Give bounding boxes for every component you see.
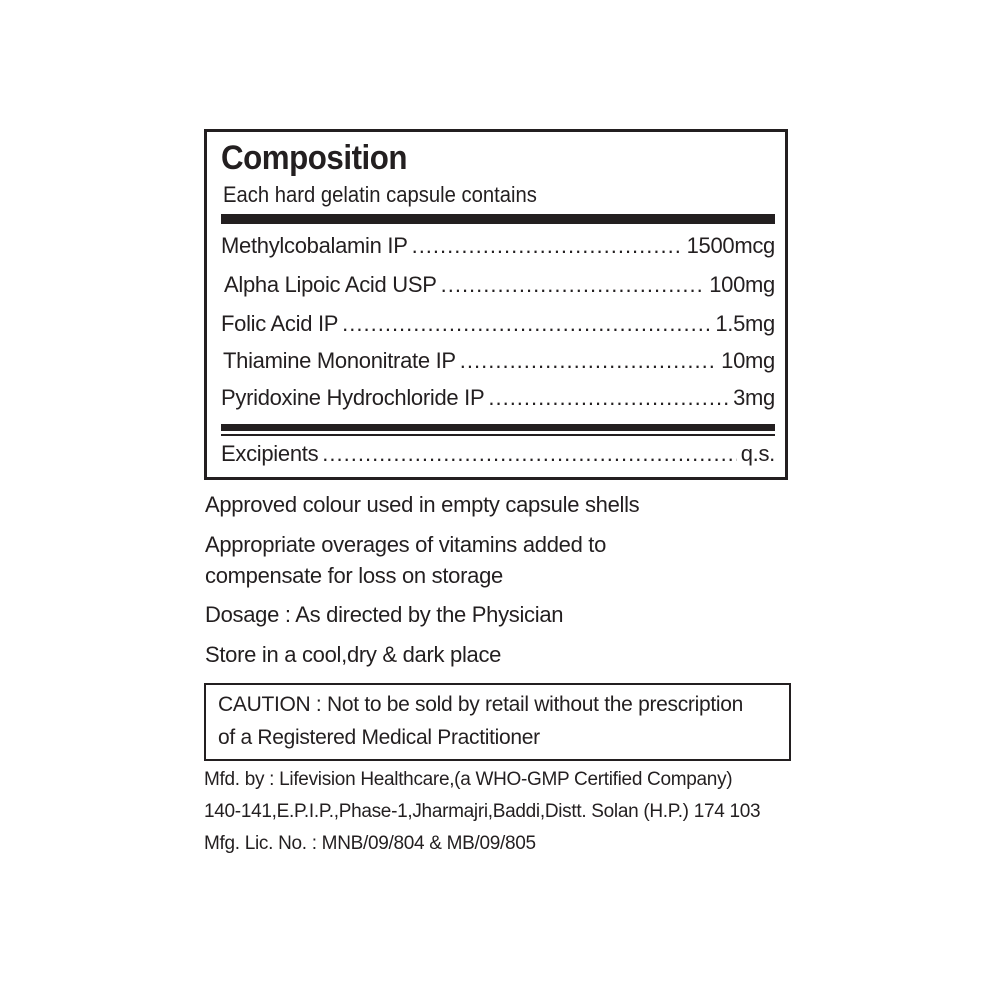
dot-leader (342, 311, 711, 337)
ingredient-row (221, 233, 775, 263)
ingredient-amount: 1500mcg (686, 233, 775, 258)
manufacturing-licence: Mfg. Lic. No. : MNB/09/804 & MB/09/805 (204, 833, 536, 854)
excipients-name: Excipients (221, 441, 319, 466)
dot-leader (412, 233, 683, 259)
ingredient-name: Methylcobalamin IP (221, 233, 408, 258)
ingredient-name: Thiamine Mononitrate IP (223, 348, 456, 373)
ingredients-divider (221, 424, 775, 431)
composition-box (204, 129, 788, 480)
ingredient-amount: 100mg (709, 272, 775, 297)
caution-line2: of a Registered Medical Practitioner (218, 726, 540, 749)
dot-leader (441, 272, 706, 298)
ingredient-amount: 3mg (733, 385, 775, 410)
excipients-row (221, 441, 775, 471)
ingredient-row (221, 311, 775, 341)
dosage-note: Dosage : As directed by the Physician (205, 602, 564, 627)
excipients-divider (221, 434, 775, 436)
composition-subtitle: Each hard gelatin capsule contains (223, 182, 537, 207)
ingredient-name: Alpha Lipoic Acid USP (224, 272, 437, 297)
ingredient-row (221, 272, 775, 302)
ingredient-amount: 10mg (721, 348, 775, 373)
manufacturer-address: 140-141,E.P.I.P.,Phase-1,Jharmajri,Baddi,Distt. Solan (H.P.) 174 103 (204, 801, 761, 822)
header-divider (221, 214, 775, 224)
ingredient-name: Folic Acid IP (221, 311, 339, 336)
overages-note-line1: Appropriate overages of vitamins added to (205, 532, 607, 557)
storage-note: Store in a cool,dry & dark place (205, 642, 502, 667)
overages-note-line2: compensate for loss on storage (205, 563, 503, 588)
manufacturer-line1: Mfd. by : Lifevision Healthcare,(a WHO-GMP Certified Company) (204, 769, 733, 790)
ingredient-row (221, 348, 775, 378)
excipients-amount: q.s. (740, 441, 775, 466)
dot-leader (460, 348, 717, 374)
composition-title: Composition (221, 139, 408, 177)
caution-box (204, 683, 791, 761)
ingredient-amount: 1.5mg (715, 311, 775, 336)
dot-leader (322, 441, 736, 467)
dot-leader (488, 385, 729, 411)
ingredient-row (221, 385, 775, 415)
ingredient-name: Pyridoxine Hydrochloride IP (221, 385, 485, 410)
colour-note: Approved colour used in empty capsule shells (205, 492, 640, 517)
caution-line1: CAUTION : Not to be sold by retail without the prescription (218, 693, 744, 716)
